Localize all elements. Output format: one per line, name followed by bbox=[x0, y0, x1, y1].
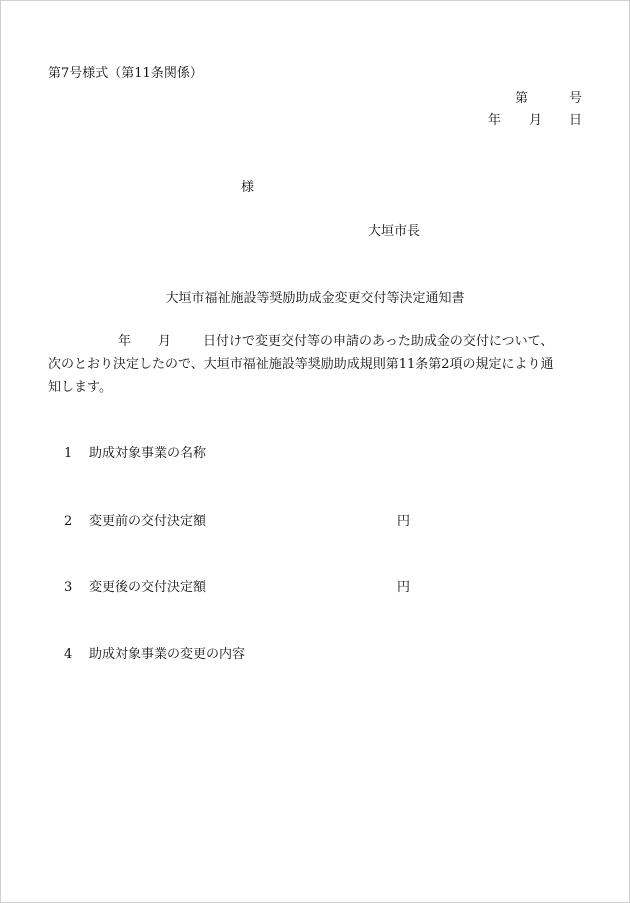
item-label: 変更前の交付決定額 bbox=[89, 514, 207, 529]
date-year-label: 年 bbox=[488, 113, 502, 128]
item-number: 4 bbox=[64, 647, 73, 662]
item-number: 1 bbox=[64, 446, 73, 461]
date-day-label: 日 bbox=[569, 113, 583, 128]
item-number: 2 bbox=[64, 514, 73, 529]
item-currency-unit: 円 bbox=[397, 580, 411, 595]
item-label: 助成対象事業の変更の内容 bbox=[89, 647, 246, 662]
body-month-label: 月 bbox=[158, 334, 172, 349]
body-line-1-text: 日付けで変更交付等の申請のあった助成金の交付について、 bbox=[203, 334, 554, 349]
item-currency-unit: 円 bbox=[397, 514, 411, 529]
item-number: 3 bbox=[64, 580, 73, 595]
body-line-2: 次のとおり決定したので、大垣市福祉施設等奨励助成規則第11条第2項の規定により通 bbox=[48, 357, 554, 372]
issuer-name: 大垣市長 bbox=[368, 224, 421, 239]
item-label: 変更後の交付決定額 bbox=[89, 580, 207, 595]
body-line-3: 知します。 bbox=[48, 380, 112, 395]
document-title: 大垣市福祉施設等奨励助成金変更交付等決定通知書 bbox=[165, 291, 465, 306]
date-month-label: 月 bbox=[529, 113, 543, 128]
document-number-suffix: 号 bbox=[569, 91, 583, 106]
body-year-label: 年 bbox=[118, 334, 132, 349]
document-number-prefix: 第 bbox=[515, 91, 529, 106]
item-label: 助成対象事業の名称 bbox=[89, 446, 207, 461]
form-label: 第7号様式（第11条関係） bbox=[48, 66, 203, 81]
addressee-honorific: 様 bbox=[241, 180, 255, 195]
